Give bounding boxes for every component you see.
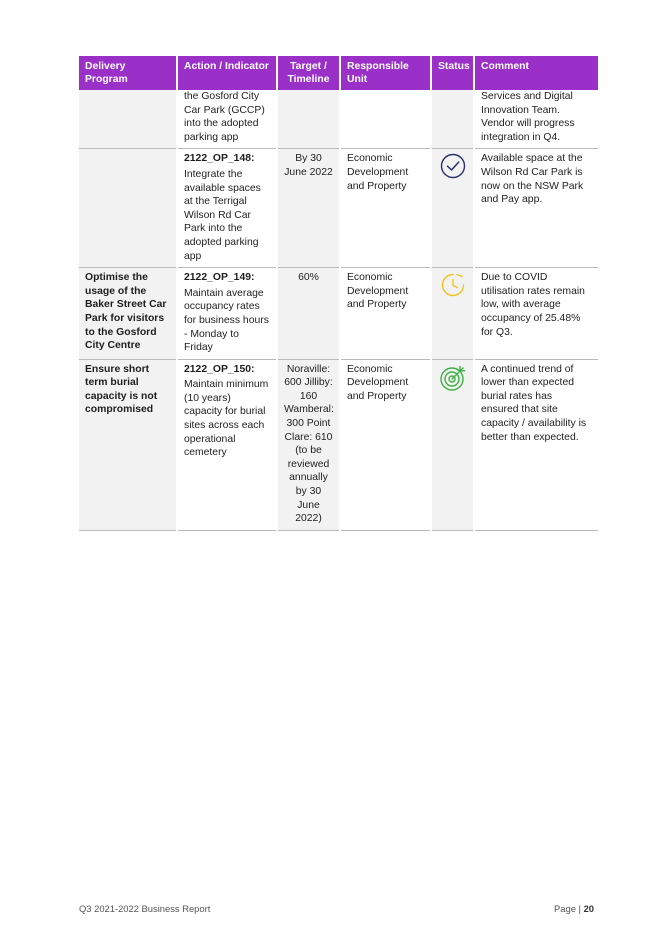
table-row	[79, 90, 598, 149]
action-cell	[177, 359, 277, 530]
table-row	[79, 149, 598, 268]
action-text: Maintain average occupancy rates for business hours - Monday to Friday	[184, 287, 269, 354]
program-cell: Optimise the usage of the Baker Street Car Park for visitors to the Gosford City Centre	[79, 268, 177, 360]
header-responsible-unit: Responsible Unit	[340, 56, 431, 90]
footer-page-number: 20	[583, 903, 594, 914]
comment-cell: Due to COVID utilisation rates remain low, with average occupancy of 25.48% for Q3.	[474, 268, 598, 360]
program-cell	[79, 149, 177, 268]
footer-page-label: Page |	[554, 903, 581, 914]
header-comment: Comment	[474, 56, 598, 90]
unit-cell	[340, 90, 431, 149]
target-cell: 60%	[277, 268, 340, 360]
table-header-row	[79, 56, 598, 90]
header-action-indicator: Action / Indicator	[177, 56, 277, 90]
action-code: 2122_OP_150:	[184, 363, 255, 375]
completed-check-icon	[440, 153, 466, 179]
action-text: Integrate the available spaces at the Terrigal Wilson Rd Car Park into the adopted parking app	[184, 168, 261, 262]
comment-cell: Services and Digital Innovation Team. Vendor will progress integration in Q4.	[474, 90, 598, 149]
header-target-timeline	[277, 56, 340, 90]
unit-cell: Economic Development and Property	[340, 268, 431, 360]
action-text: Maintain minimum (10 years) capacity for burial sites across each operational cemetery	[184, 379, 269, 459]
status-cell	[431, 268, 474, 360]
comment-cell: A continued trend of lower than expected burial rates has ensured that site capacity / availability is better than expected.	[474, 359, 598, 530]
header-delivery-program: Delivery Program	[79, 56, 177, 90]
action-code: 2122_OP_148:	[184, 153, 255, 165]
header-status: Status	[431, 56, 474, 90]
unit-cell: Economic Development and Property	[340, 149, 431, 268]
action-code: 2122_OP_149:	[184, 272, 255, 284]
status-cell	[431, 90, 474, 149]
target-cell	[277, 90, 340, 149]
action-cell	[177, 268, 277, 360]
target-cell: By 30 June 2022	[277, 149, 340, 268]
status-cell	[431, 149, 474, 268]
delayed-clock-icon	[440, 272, 466, 298]
program-cell: Ensure short term burial capacity is not compromised	[79, 359, 177, 530]
footer-report-title: Q3 2021-2022 Business Report	[79, 903, 211, 914]
comment-cell: Available space at the Wilson Rd Car Park is now on the NSW Park and Pay app.	[474, 149, 598, 268]
program-cell	[79, 90, 177, 149]
status-cell	[431, 359, 474, 530]
header-target-timeline-label: Target / Timeline	[287, 61, 330, 85]
report-table	[79, 56, 598, 531]
on-target-icon	[439, 364, 467, 392]
action-text: the Gosford City Car Park (GCCP) into the adopted parking app	[184, 91, 265, 143]
action-cell	[177, 149, 277, 268]
target-cell: Noraville: 600 Jilliby: 160 Wamberal: 300 Point Clare: 610 (to be reviewed annually by 30 June 2022)	[277, 359, 340, 530]
unit-cell: Economic Development and Property	[340, 359, 431, 530]
table-row	[79, 359, 598, 530]
table-row	[79, 268, 598, 360]
footer-page	[554, 903, 594, 914]
action-cell	[177, 90, 277, 149]
